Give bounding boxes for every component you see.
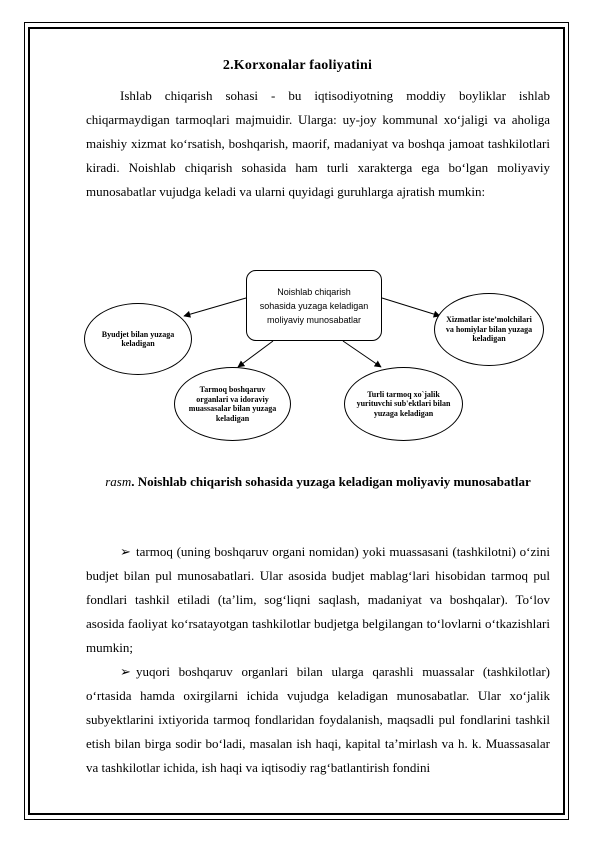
diagram-node-budget-label: Byudjet bilan yuzaga keladigan bbox=[101, 329, 175, 348]
relations-diagram bbox=[0, 260, 595, 450]
caption-text: . Noishlab chiqarish sohasida yuzaga keladigan moliyaviy munosabatlar bbox=[131, 474, 531, 489]
diagram-node-entities bbox=[344, 367, 463, 441]
diagram-center-label: Noishlab chiqarish sohasida yuzaga keladigan moliyaviy munosabatlar bbox=[259, 286, 369, 325]
bullet-arrow-icon: ➢ bbox=[120, 544, 131, 559]
diagram-node-management-label: Tarmoq boshqaruv organlari va idoraviy muassasalar bilan yuzaga keladigan bbox=[188, 385, 277, 423]
bullet-item-management bbox=[86, 660, 550, 780]
diagram-node-consumers-label: Xizmatlar iste’molchilari va homiylar bilan yuzaga keladigan bbox=[445, 315, 533, 344]
figure-caption bbox=[86, 469, 550, 494]
diagram-node-budget bbox=[84, 303, 192, 375]
arrow-to-right bbox=[382, 298, 440, 316]
bullet-text: tarmoq (uning boshqaruv organi nomidan) yoki muassasani (tashkilotni) o‘zini budjet bilan pul munosabatlari. Ular asosida budjet mablag‘lari hisobidan tarmoq pul fondlari tashkil etiladi (ta’lim, sog‘liqni saqlash, madaniyat va boshqalar). To‘lov asosida faoliyat ko‘rsatayotgan tashkilotlar budjetga belgilangan to‘lovlarni o‘tkazishlari mumkin; bbox=[86, 544, 550, 655]
arrow-to-bottom-left bbox=[238, 341, 273, 367]
section-title: 2.Korxonalar faoliyatini bbox=[222, 58, 373, 73]
bullet-item-budget bbox=[86, 540, 550, 660]
bullet-arrow-icon: ➢ bbox=[120, 664, 131, 679]
diagram-node-entities-label: Turli tarmoq xo`jalik yurituvchi sub'ektlari bilan yuzaga keladigan bbox=[356, 389, 451, 418]
caption-label: rasm bbox=[105, 474, 132, 489]
bullet-text: yuqori boshqaruv organlari bilan ularga qarashli muassalar (tashkilotlar) o‘rtasida hamda oxirgilarni ichida vujudga keladigan munosabatlar. Ular xo‘jalik subyektlarini ixtiyorida tarmoq fondlaridan foydalanish, maqsadli pul fondlarini tashkil etish bilan birga sodir bo‘ladi, masalan ish haqi, kapital ta’mirlash va h. k. Muassasalar va tashkilotlar ichida, ish haqi va iqtisodiy rag‘batlantirish fondini bbox=[86, 664, 550, 775]
arrow-to-left bbox=[184, 298, 246, 316]
diagram-node-management bbox=[174, 367, 291, 441]
diagram-node-consumers bbox=[434, 293, 544, 366]
intro-paragraph: Ishlab chiqarish sohasi - bu iqtisodiyotning moddiy boyliklar ishlab chiqarmaydigan tarmoqlari majmuidir. Ularga: uy-joy kommunal xo‘jaligi va aholiga maishiy xizmat ko‘rsatish, boshqarish, maorif, madaniyat va boshqa jamoat tashkilotlari kiradi. Noishlab chiqarish sohasida ham turli xarakterga ega bo‘lgan moliyaviy munosabatlar vujudga keladi va ularni quyidagi guruhlarga ajratish mumkin: bbox=[86, 88, 550, 199]
diagram-center-box bbox=[246, 270, 382, 341]
arrow-to-bottom-right bbox=[343, 341, 381, 367]
